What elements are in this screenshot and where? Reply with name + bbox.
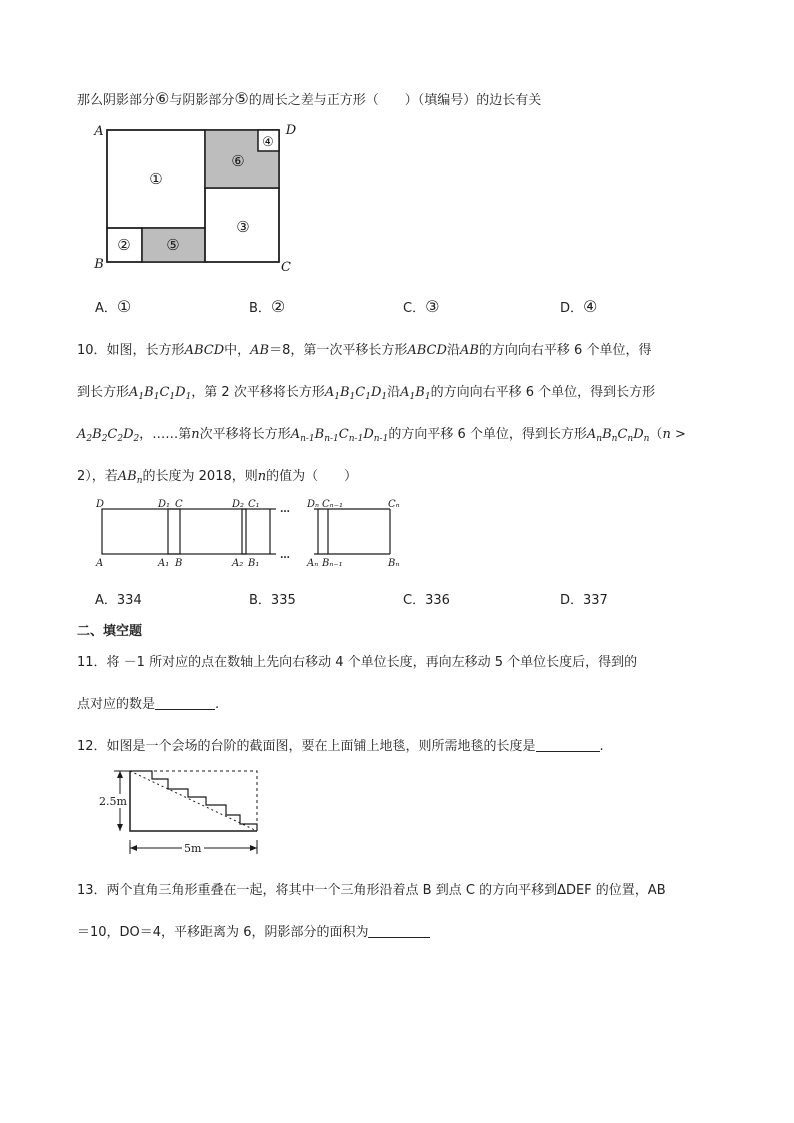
- slope-line: [130, 771, 257, 831]
- label-2: ②: [117, 236, 131, 254]
- q9-option-b[interactable]: B．②: [249, 297, 286, 316]
- label-1: ①: [149, 170, 163, 188]
- label-bottom-3: A₂: [232, 558, 244, 569]
- circled-5: ⑤: [234, 89, 249, 108]
- q10-option-a[interactable]: A．334: [95, 593, 142, 608]
- label-top-4: C₁: [248, 499, 260, 510]
- corner-c: C: [281, 260, 291, 275]
- q12-answer-blank[interactable]: [536, 739, 600, 752]
- label-bottom-5: …: [280, 550, 290, 561]
- corner-b: B: [94, 257, 104, 272]
- label-top-7: Cₙ₋₁: [322, 499, 343, 510]
- width-label: 5m: [184, 842, 202, 855]
- label-bottom-7: Bₙ₋₁: [322, 558, 343, 569]
- q13-answer-blank[interactable]: [368, 925, 430, 938]
- q10-line4: 2），若$AB_n$的长度为 2018，则n的值为（ ）: [77, 469, 358, 486]
- q11-answer-blank[interactable]: [155, 697, 215, 710]
- q9-option-d[interactable]: D．④: [560, 297, 598, 316]
- label-3: ③: [236, 218, 250, 236]
- q9-figure: [86, 118, 306, 278]
- q11-line2: 点对应的数是 .: [77, 697, 220, 712]
- label-bottom-2: B: [175, 558, 183, 569]
- label-top-2: C: [175, 499, 183, 510]
- label-top-1: D₁: [158, 499, 171, 510]
- label-top-8: Cₙ: [388, 499, 400, 510]
- height-label: 2.5m: [99, 795, 127, 808]
- q10-option-b[interactable]: B．335: [249, 593, 296, 608]
- q11-line1: 11．将 －1 所对应的点在数轴上先向右移动 4 个单位长度，再向左移动 5 个单位长度后，得到的: [77, 655, 638, 670]
- q12-line: 12．如图是一个会场的台阶的截面图，要在上面铺上地毯，则所需地毯的长度是 .: [77, 739, 604, 754]
- q10-option-c[interactable]: C．336: [403, 593, 450, 608]
- label-top-0: D: [96, 499, 105, 510]
- q13-line2: ＝10，DO＝4，平移距离为 6，阴影部分的面积为: [77, 921, 430, 940]
- q10-line3: $A_2B_2C_2D_2$，……第n次平移将长方形$A_{n-1}B_{n-1}C_{n-1}D_{n-1}$的方向平移 6 个单位，得到长方形$A_nB_nC_nD_n(n$ >: [77, 427, 686, 444]
- corner-d: D: [285, 123, 297, 138]
- q9-option-c[interactable]: C．③: [403, 297, 440, 316]
- label-bottom-4: B₁: [248, 558, 260, 569]
- q12-figure: [96, 764, 266, 860]
- label-bottom-1: A₁: [158, 558, 170, 569]
- q9-stem: 那么阴影部分⑥与阴影部分⑤的周长之差与正方形（ ）（填编号）的边长有关: [77, 89, 542, 108]
- label-5: ⑤: [166, 236, 180, 254]
- label-bottom-0: A: [96, 558, 104, 569]
- label-top-6: Dₙ: [307, 499, 320, 510]
- q10-line1: 10．如图，长方形ABCD中，AB＝8，第一次平移长方形ABCD沿AB的方向向右平移 6 个单位，得: [77, 343, 652, 358]
- section-title: 二、填空题: [77, 624, 143, 639]
- q10-figure: [90, 492, 410, 574]
- q10-option-d[interactable]: D．337: [560, 593, 608, 608]
- circled-6: ⑥: [155, 89, 170, 108]
- q9-option-a[interactable]: A．①: [95, 297, 132, 316]
- label-4: ④: [262, 135, 274, 150]
- label-top-5: …: [280, 504, 290, 515]
- label-top-3: D₂: [232, 499, 245, 510]
- label-6: ⑥: [231, 152, 245, 170]
- q10-line2: 到长方形$A_1B_1C_1D_1$，第 2 次平移将长方形$A_1B_1C_1D_1$沿$A_1B_1$的方向向右平移 6 个单位，得到长方形: [77, 385, 656, 402]
- label-bottom-6: Aₙ: [307, 558, 319, 569]
- q13-line1: 13．两个直角三角形重叠在一起，将其中一个三角形沿着点 B 到点 C 的方向平移到ΔDEF 的位置，AB: [77, 883, 666, 898]
- corner-a: A: [94, 124, 104, 139]
- label-bottom-8: Bₙ: [388, 558, 400, 569]
